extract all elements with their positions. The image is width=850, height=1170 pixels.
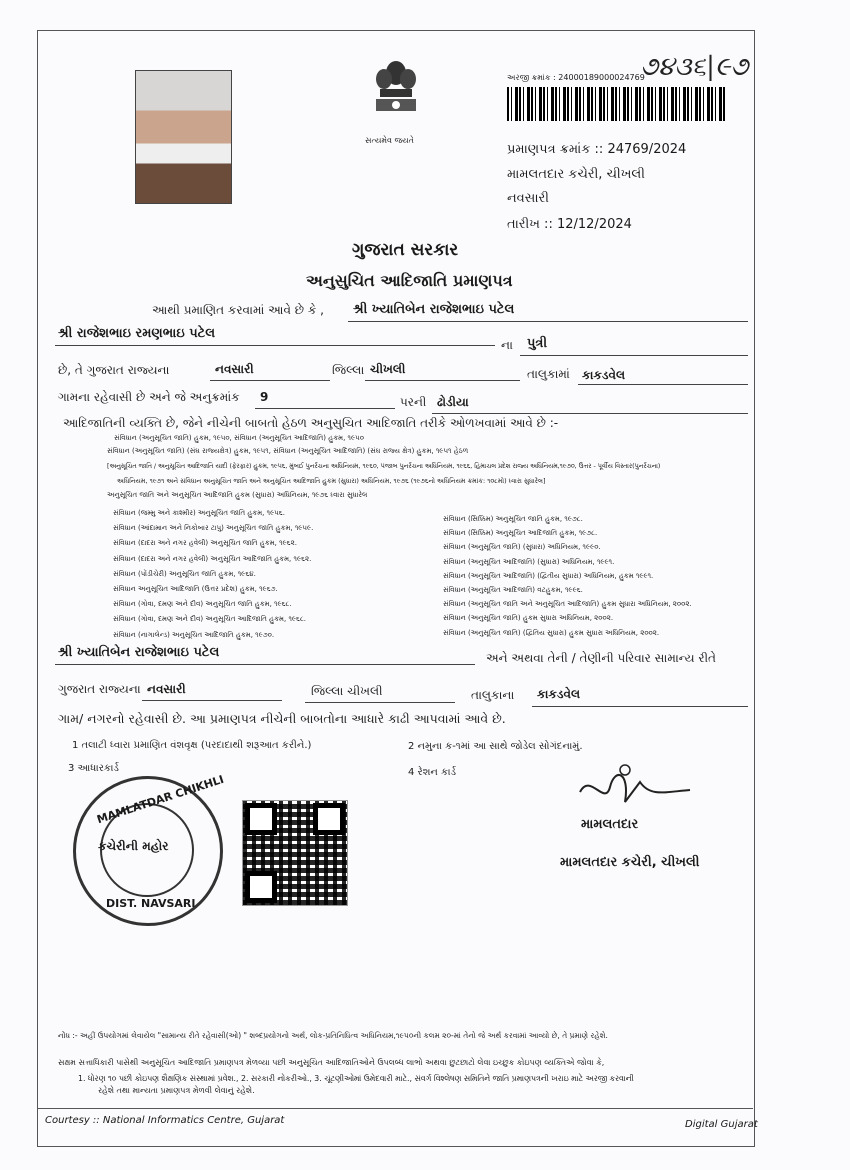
order-top-3: [અનુસૂચિત જાતિ / અનુસૂચિત આદિજાતિ યાદી (ફેરફાર) હુકમ, ૧૯૫૬, મુંબઈ પુનર્રચના અધિનિયમ, ૧૯૬૦, પંજાબ પુનર્રચના અધિનિયમ, ૧૯૬૬, હિમાચલ પ્રદેશ રાજ્ય અધિનિયમ,૧૯૭૦, ઉત્તર - પૂર્વીય વિસ્તાર(પુનર્રચના) [107, 463, 661, 470]
resident-text-2: ગામ/ નગરનો રહેવાસી છે. આ પ્રમાણપત્ર નીચેની બાબતોના આધારે કાઢી આપવામાં આવે છે. [58, 711, 506, 726]
signatory-office: મામલતદાર કચેરી, ચીખલી [560, 855, 700, 870]
order-right-4: સંવિધાન (અનુસૂચિત આદિજાતિ) (સુધારા) અધિનિયમ, ૧૯૯૧. [443, 557, 615, 566]
underline [348, 321, 748, 322]
underline [55, 664, 475, 665]
underline [142, 700, 282, 701]
barcode [507, 87, 725, 121]
tribe-text: આદિજાતિની વ્યક્તિ છે, જેને નીચેની બાબતો હેઠળ અનુસુચિત આદિજાતિ તરીકે ઓળખવામાં આવે છે :- [63, 416, 559, 430]
basis-4: 4 રેશન કાર્ડ [408, 767, 457, 778]
relation: પુત્રી [527, 336, 548, 351]
emblem-motto: સત્યમેવ જયતે [365, 136, 414, 145]
underline [55, 345, 495, 346]
order-left-4: સંવિધાન (દાદરા અને નગર હવેલી) અનુસૂચિત આદિજાતિ હુકમ, ૧૯૬૨. [113, 554, 312, 563]
underline [432, 413, 748, 414]
order-right-2: સંવિધાન (સિક્કિમ) અનુસૂચિત આદિજાતિ હુકમ, ૧૯૭૮. [443, 529, 598, 538]
order-right-5: સંવિધાન (અનુસૂચિત આદિજાતિ) (દ્વિતીય સુધારા) અધિનિયમ, હુકમ ૧૯૯૧. [443, 571, 654, 580]
order-top-2: સંવિધાન (અનુસૂચિત જાતિ) (સંઘ રાજ્યક્ષેત્ર) હુકમ, ૧૯૫૧, સંવિધાન (અનુસૂચિત આદિજાતિ) (સંઘ રાજ્ય ક્ષેત્ર) હુકમ, ૧૯૫૧ હેઠળ [107, 447, 469, 455]
applicant-name: શ્રી ખ્યાતિબેન રાજેશભાઇ પટેલ [353, 302, 515, 317]
footer-courtesy: Courtesy :: National Informatics Centre, Gujarat [45, 1115, 285, 1126]
order-left-5: સંવિધાન (પોંડીચેરી) અનુસૂચિત જાતિ હુકમ, ૧૯૬૪. [113, 569, 256, 578]
underline [365, 380, 520, 381]
resident-text: ગામના રહેવાસી છે અને જે અનુક્રમાંક [58, 390, 240, 404]
issuing-office: મામલતદાર કચેરી, ચીખલી [507, 167, 645, 182]
taluka-label: તાલુકામાં [527, 367, 570, 381]
district-label: જિલ્લા [332, 363, 365, 377]
order-right-1: સંવિધાન (સિક્કિમ) અનુસૂચિત જાતિ હુકમ, ૧૯૭૮. [443, 515, 583, 523]
government-title: ગુજરાત સરકાર [352, 240, 459, 260]
order-top-5: અનુસૂચિત જાતિ અને અનુસૂચિત આદિજાતિ હુકમ (સુધારા) અધિનિયમ, ૧૯૭૬ ધ્વારા સુધારેલ [107, 491, 368, 499]
underline [255, 408, 395, 409]
qr-code [242, 800, 348, 906]
father-name: શ્રી રાજેશભાઇ રમણભાઇ પટેલ [58, 326, 216, 341]
underline [305, 702, 455, 703]
basis-2: 2 નમુના ક-૧માં આ સાથે જોડેલ સોગંદનામું. [408, 741, 583, 752]
district-2: નવસારી [147, 682, 186, 696]
village-2: કાકડવેલ [537, 687, 581, 701]
basis-1: 1 તલાટી ધ્વારા પ્રમાણિત વંશવૃક્ષ (પરદાદાથી શરૂઆત કરીને.) [72, 740, 312, 751]
district: નવસારી [215, 362, 254, 376]
issuing-district: નવસારી [507, 191, 549, 206]
certificate-number: પ્રમાણપત્ર ક્રમાંક :: 24769/2024 [507, 142, 687, 157]
state-text: છે, તે ગુજરાત રાજ્યના [58, 363, 170, 377]
state-emblem-icon [368, 55, 424, 135]
issue-date: તારીખ :: 12/12/2024 [507, 217, 632, 232]
signature-mark [570, 762, 700, 822]
family-text: અને અથવા તેની / તેણીની પરિવાર સામાન્ય રીતે [486, 651, 717, 665]
order-left-7: સંવિધાન (ગોવા, દમણ અને દીવ) અનુસૂચિત જાતિ હુકમ, ૧૯૬૮. [113, 600, 292, 609]
village: કાકડવેલ [582, 368, 626, 382]
order-top-1: સંવિધાન (અનુસૂચિત જાતિ) હુકમ, ૧૯૫૦, સંવિધાન (અનુસૂચિત આદિજાતિ) હુકમ, ૧૯૫૦ [114, 434, 364, 442]
note-4: રહેશે તથા માન્યતા પ્રમાણપત્ર મેળવી લેવાનું રહેશે. [98, 1086, 255, 1095]
order-top-4: અધિનિયમ, ૧૯૭૧ અને સંવિધાન અનુસૂચિત જાતિ અને અનુસૂચિત આદિજાતિ હુકમ (સુધારા) અધિનિયમ, ૧૯૭૬ (૧૯૭૬નો અધિનિયમ ક્રમાંક: ૧૦૮મો) ધ્વારા સુધારેલ] [117, 477, 546, 485]
state-text-2: ગુજરાત રાજ્યના [58, 682, 141, 696]
order-right-3: સંવિધાન (અનુસૂચિત જાતિ) (સુધારા) અધિનિયમ, ૧૯૯૦. [443, 543, 601, 552]
order-right-7: સંવિધાન (અનુસૂચિત જાતિ અને અનુસૂચિત આદિજાતિ) હુકમ સુધારા અધિનિયમ, ૨૦૦૨. [443, 600, 692, 609]
official-seal: MAMLATDAR CHIKHLI DIST. NAVSARI કચેરીની મહોર [73, 776, 223, 926]
note-2: સક્ષમ સત્તાધિકારી પાસેથી અનુસૂચિત આદિજાતિ પ્રમાણપત્ર મેળવ્યા પછી અનુસૂચિત આદિજાતિઓને ઉપલબ્ધ લાભો અથવા છુટછાટો લેવા ઇચ્છુક કોઇપણ વ્યક્તિએ જોવા કે, [58, 1058, 605, 1067]
certify-text: આથી પ્રમાણિત કરવામાં આવે છે કે , [152, 303, 324, 317]
footer-digital-gujarat: Digital Gujarat [685, 1119, 758, 1130]
caste: ઢોડીયા [437, 395, 469, 409]
order-left-2: સંવિધાન (આંદામાન અને નિકોબાર ટાપુ) અનુસૂચિત જાતિ હુકમ, ૧૯૫૯. [113, 524, 314, 533]
application-number: અરજી ક્રમાંક : 24000189000024769 [507, 73, 645, 82]
certificate-title: અનુસુચિત આદિજાતિ પ્રમાણપત્ર [306, 271, 513, 290]
order-left-6: સંવિધાન અનુસૂચિત આદિજાતિ (ઉત્તર પ્રદેશ) હુકમ, ૧૯૬૭. [113, 585, 278, 593]
handwritten-number: ૭૪૩૬|૯૭ [640, 52, 749, 82]
order-right-6: સંવિધાન (અનુસૂચિત આદિજાતિ) વટહુકમ, ૧૯૯૬. [443, 586, 583, 594]
order-left-9: સંવિધાન (નાગાલેન્ડ) અનુસૂચિત આદિજાતિ હુકમ, ૧૯૭૦. [113, 630, 275, 639]
underline [578, 384, 748, 385]
order-left-3: સંવિધાન (દાદરા અને નગર હવેલી) અનુસૂચિત જાતિ હુકમ, ૧૯૬૨. [113, 539, 297, 548]
order-left-1: સંવિધાન (જમ્મુ અને કાશ્મીર) અનુસૂચિત જાતિ હુકમ, ૧૯૫૬. [113, 509, 285, 517]
applicant-name-repeat: શ્રી ખ્યાતિબેન રાજેશભાઇ પટેલ [58, 645, 220, 660]
district-label-2: જિલ્લા ચીખલી [311, 684, 383, 698]
underline [210, 380, 330, 381]
applicant-photo [135, 70, 232, 204]
order-right-9: સંવિધાન (અનુસૂચિત જાતિ) (દ્વિતિય સુધારા) હુકમ સુધારા અધિનિયમ, ૨૦૦૨. [443, 628, 660, 637]
order-left-8: સંવિધાન (ગોવા, દમણ અને દીવ) અનુસૂચિત આદિજાતિ હુકમ, ૧૯૬૮. [113, 615, 307, 624]
caste-prefix: પરની [400, 395, 427, 409]
taluka: ચીખલી [370, 362, 406, 376]
footer [37, 1108, 758, 1145]
basis-3: 3 આધારકાર્ડ [68, 763, 119, 774]
relation-prefix: ના [501, 338, 513, 352]
order-right-8: સંવિધાન (અનુસૂચિત જાતિ) હુકમ સુધારા અધિનિયમ, ૨૦૦૨. [443, 614, 614, 623]
serial-number: 9 [260, 390, 269, 404]
note-3: 1. ધોરણ ૧૦ પછી કોઇપણ શૈક્ષણિક સંસ્થામાં પ્રવેશ., 2. સરકારી નોકરીઓ., 3. ચૂંટણીઓમાં ઉમેદવારી માટે., સંવર્ગ વિશ્લેષણ સમિતિને જાતિ પ્રમાણપત્રની ખરાઇ માટે અરજી કરવાની [78, 1074, 634, 1083]
taluka-label-2: તાલુકાના [471, 688, 515, 702]
underline [520, 355, 748, 356]
underline [532, 706, 748, 707]
note-1: નોંધ :- અહીં ઉપયોગમાં લેવાયેલ "સામાન્ય રીતે રહેવાસી(ઓ) " શબ્દપ્રયોગનો અર્થ, લોક-પ્રતિનિધિત્વ અધિનિયમ,૧૯૫૦ની કલમ ૨૦-માં તેનો જે અર્થ કરવામાં આવ્યો છે, તે પ્રમાણે રહેશે. [58, 1031, 608, 1040]
signatory-designation: મામલતદાર [581, 817, 639, 832]
